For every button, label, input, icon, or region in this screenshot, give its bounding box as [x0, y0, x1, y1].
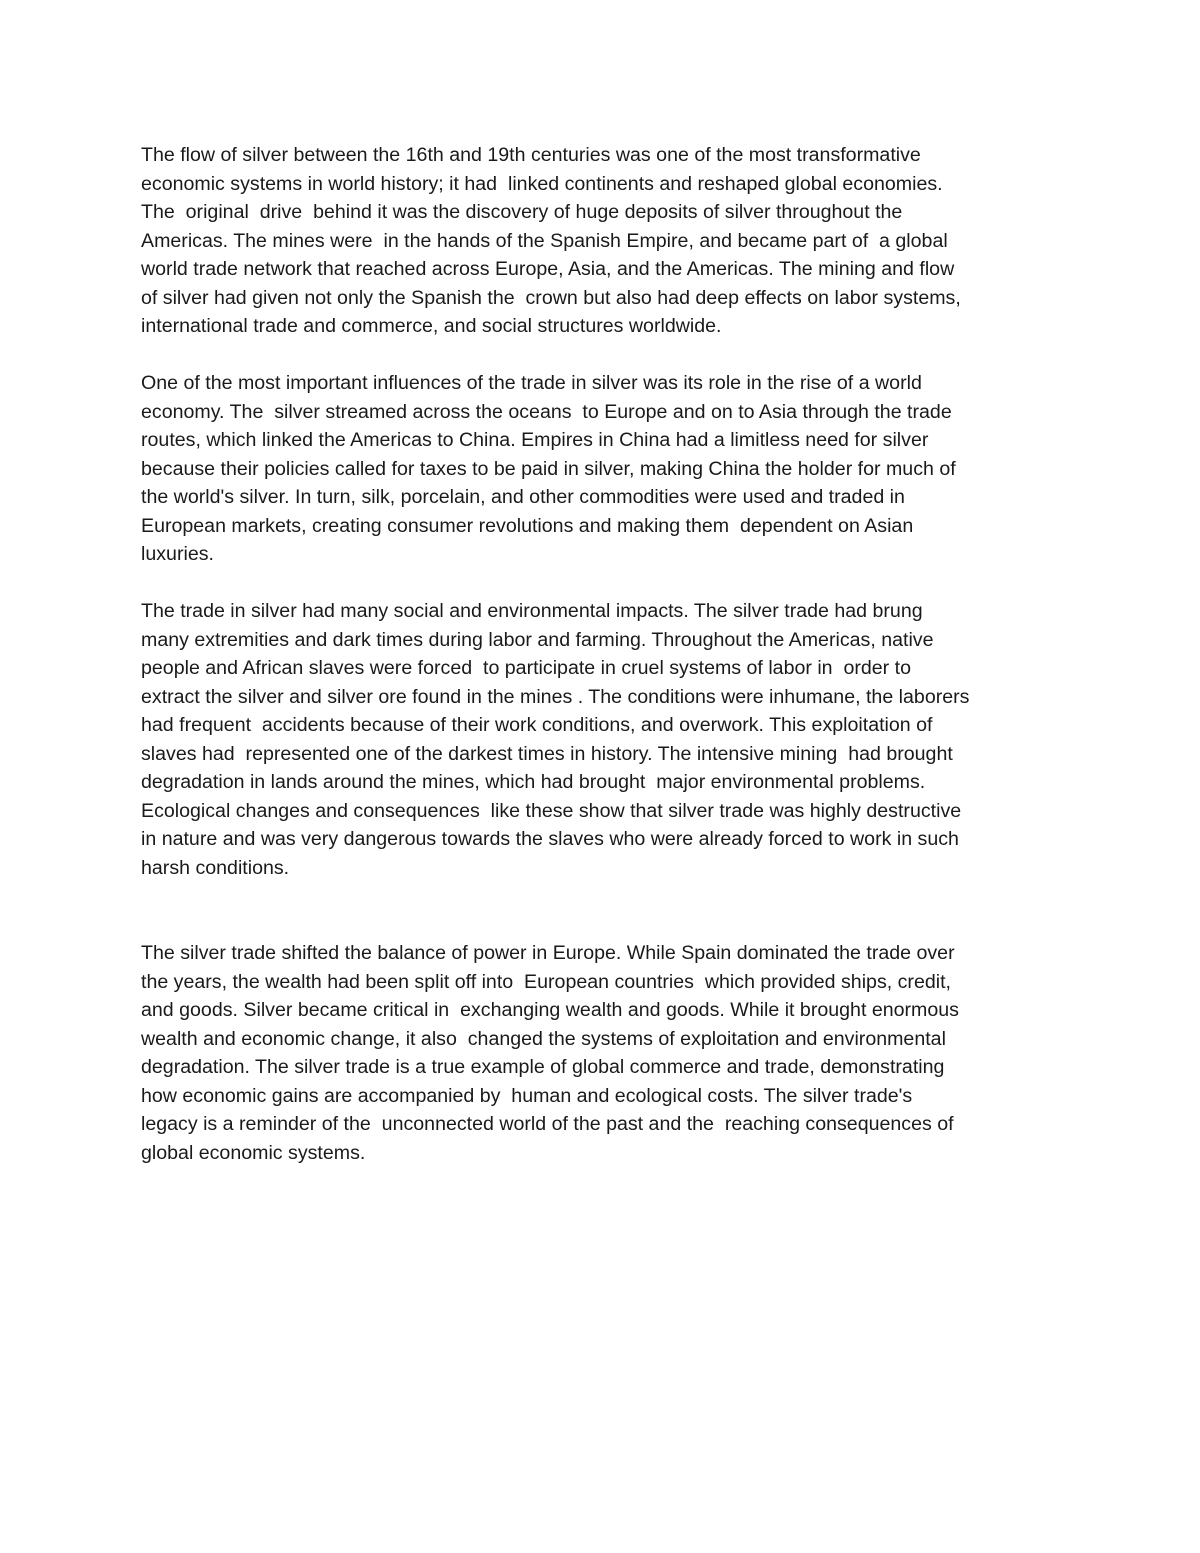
text-line: international trade and commerce, and social structures worldwide.	[141, 315, 722, 337]
paragraph-1	[141, 141, 1056, 341]
text-line: extract the silver and silver ore found in the mines . The conditions were inhumane, the laborers	[141, 685, 970, 708]
text-line: economic systems in world history; it had linked continents and reshaped global economies.	[141, 172, 943, 195]
text-line: Americas. The mines were in the hands of the Spanish Empire, and became part of a global	[141, 229, 948, 252]
text-line: The original drive behind it was the discovery of huge deposits of silver throughout the	[141, 201, 903, 223]
text-line: in nature and was very dangerous towards the slaves who were already forced to work in such	[141, 828, 959, 850]
text-line: the years, the wealth had been split off into European countries which provided ships, credit,	[141, 970, 951, 993]
text-line: legacy is a reminder of the unconnected world of the past and the reaching consequences of	[141, 1113, 954, 1135]
text-line: global economic systems.	[141, 1141, 366, 1164]
text-line: harsh conditions.	[141, 856, 290, 879]
text-line: degradation. The silver trade is a true example of global commerce and trade, demonstrating	[141, 1056, 945, 1078]
text-line: European markets, creating consumer revolutions and making them dependent on Asian	[141, 514, 914, 537]
text-line: had frequent accidents because of their work conditions, and overwork. This exploitation of	[141, 714, 933, 736]
text-line: many extremities and dark times during labor and farming. Throughout the Americas, native	[141, 628, 934, 651]
paragraph-4	[141, 939, 1056, 1167]
text-line: economy. The silver streamed across the oceans to Europe and on to Asia through the trade	[141, 400, 952, 423]
text-line: The trade in silver had many social and environmental impacts. The silver trade had brung	[141, 600, 923, 622]
text-line: The silver trade shifted the balance of power in Europe. While Spain dominated the trade over	[141, 942, 955, 964]
text-line: Ecological changes and consequences like these show that silver trade was highly destructive	[141, 799, 962, 822]
text-line: people and African slaves were forced to participate in cruel systems of labor in order to	[141, 657, 911, 679]
text-line: luxuries.	[141, 543, 214, 565]
text-line: how economic gains are accompanied by human and ecological costs. The silver trade's	[141, 1084, 913, 1107]
text-line: and goods. Silver became critical in exchanging wealth and goods. While it brought enormous	[141, 999, 959, 1021]
text-line: routes, which linked the Americas to China. Empires in China had a limitless need for silver	[141, 429, 929, 451]
text-line: because their policies called for taxes to be paid in silver, making China the holder for much of	[141, 457, 956, 480]
text-line: The flow of silver between the 16th and 19th centuries was one of the most transformative	[141, 144, 921, 166]
paragraph-2	[141, 369, 1056, 569]
paragraph-3	[141, 597, 1056, 882]
text-line: slaves had represented one of the darkest times in history. The intensive mining had brought	[141, 742, 953, 765]
text-line: degradation in lands around the mines, which had brought major environmental problems.	[141, 771, 926, 793]
text-line: world trade network that reached across Europe, Asia, and the Americas. The mining and flow	[141, 258, 955, 280]
text-line: One of the most important influences of the trade in silver was its role in the rise of a world	[141, 372, 922, 394]
text-line: the world's silver. In turn, silk, porcelain, and other commodities were used and traded in	[141, 486, 905, 508]
document-body	[141, 141, 1056, 1167]
text-line: wealth and economic change, it also changed the systems of exploitation and environmental	[141, 1027, 946, 1050]
text-line: of silver had given not only the Spanish the crown but also had deep effects on labor systems,	[141, 286, 961, 309]
